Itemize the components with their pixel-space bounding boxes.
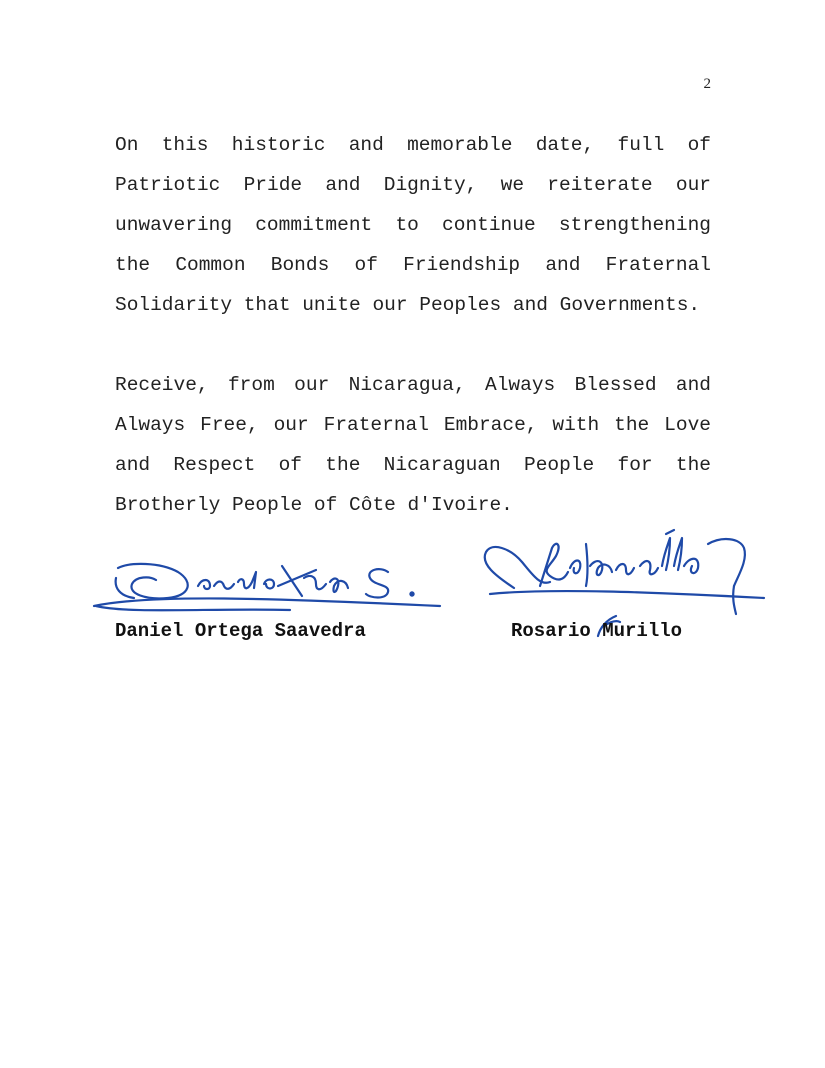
signature-ortega bbox=[90, 548, 450, 620]
letter-paragraph-1: On this historic and memorable date, full of Patriotic Pride and Dignity, we reiterate our unwavering commitment to continue strengthening the Common Bonds of Friendship and Fraternal Solidarity that unite our Peoples and Governments. bbox=[115, 134, 711, 316]
letter-paragraph-2: Receive, from our Nicaragua, Always Blessed and Always Free, our Fraternal Embrace, with the Love and Respect of the Nicaraguan People for the Brotherly People of Côte d'Ivoire. bbox=[115, 374, 711, 516]
signer-name-murillo: Rosario Murillo bbox=[511, 620, 683, 642]
signer-name-ortega: Daniel Ortega Saavedra bbox=[115, 620, 366, 642]
page-number: 2 bbox=[703, 76, 711, 92]
